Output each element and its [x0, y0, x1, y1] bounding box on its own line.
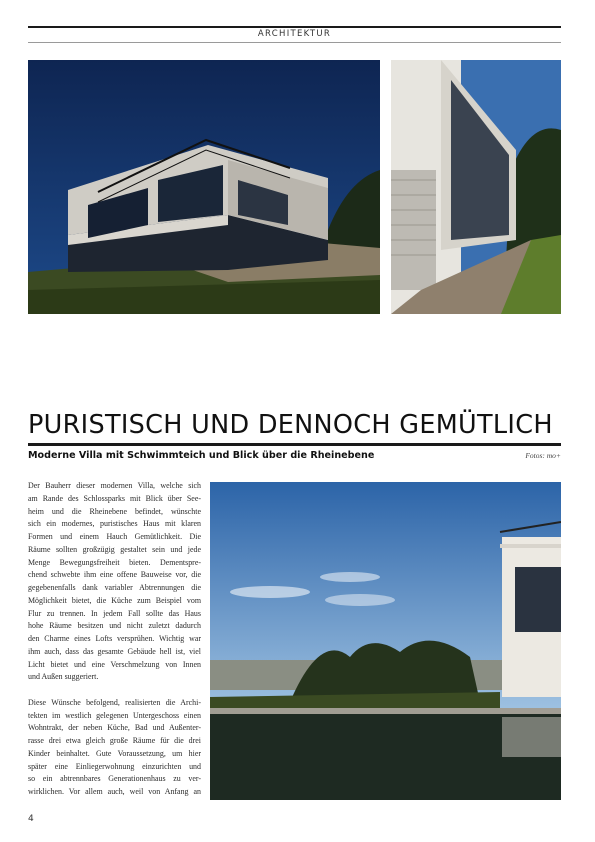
text-line: rasse drei etwa gleich große Räume für die drei: [28, 736, 201, 745]
text-line: ihm auch, dass das gesamte Gebäude hell ist, viel: [28, 646, 201, 656]
page-number: 4: [28, 814, 34, 824]
section-label: ARCHITEKTUR: [257, 29, 332, 39]
photo-villa-terrace: [391, 60, 561, 314]
text-line: tekten im westlich gelegenen Untergeschoss einen: [28, 710, 201, 720]
text-line: am Rande des Schlossparks mit Blick über See-: [28, 493, 201, 503]
article-body: [28, 480, 201, 812]
article-headline: PURISTISCH UND DENNOCH GEMÜTLICH: [28, 410, 553, 440]
text-line: Diese Wünsche befolgend, realisierten die Archi-: [28, 697, 201, 707]
text-line: Formen und einem Hauch Gemütlichkeit. Die: [28, 532, 201, 541]
text-line: chend schwebte ihm eine offene Bauweise vor, die: [28, 570, 201, 580]
text-line: den Charme eines Lofts versprühen. Wichtig war: [28, 634, 201, 643]
paragraph-1: [28, 480, 201, 684]
header-rule: [28, 26, 561, 28]
photo-credit: Fotos: mo+: [525, 451, 561, 460]
text-line: gegebenenfalls dank variabler Abtrennungen die: [28, 583, 201, 592]
text-line: Menge Bewegungsfreiheit bieten. Dementspre-: [28, 557, 201, 567]
text-line: Der Bauherr dieser modernen Villa, welche sich: [28, 481, 201, 490]
text-line: hohe Räume besitzen und nicht zuletzt dadurch: [28, 621, 201, 631]
text-line: Licht bietet und eine Verschmelzung von Innen: [28, 659, 201, 669]
text-line: später eine Einliegerwohnung einzurichten und: [28, 761, 201, 771]
text-line: und Außen suggeriert.: [28, 672, 99, 682]
text-line: Kinder beinhaltet. Gute Voraussetzung, um hier: [28, 748, 201, 758]
header-hairline: [28, 42, 561, 43]
headline-rule: [28, 443, 561, 446]
text-line: heim und die Rheinebene befindet, wünschte: [28, 506, 201, 516]
photo-villa-exterior: [28, 60, 380, 314]
text-line: Räume sollten großzügig gestaltet sein und jede: [28, 544, 201, 554]
text-line: Flur zu trennen. In jedem Fall sollte das Haus: [28, 608, 201, 618]
article-subheading: Moderne Villa mit Schwimmteich und Blick über die Rheinebene: [28, 450, 375, 461]
paragraph-2: [28, 697, 201, 799]
text-line: Möglichkeit bietet, die Küche zum Beispiel vom: [28, 595, 201, 605]
text-line: Wohntrakt, der neben Küche, Bad und Außenter-: [28, 723, 201, 733]
text-line: wirklichen. Vor allem auch, weil von Anfang an: [28, 787, 201, 796]
text-line: so ein abtrennbares Generationenhaus zu ver-: [28, 774, 201, 784]
text-line: sich ein modernes, puristisches Haus mit klaren: [28, 519, 201, 529]
photo-pool-view: [210, 482, 561, 800]
